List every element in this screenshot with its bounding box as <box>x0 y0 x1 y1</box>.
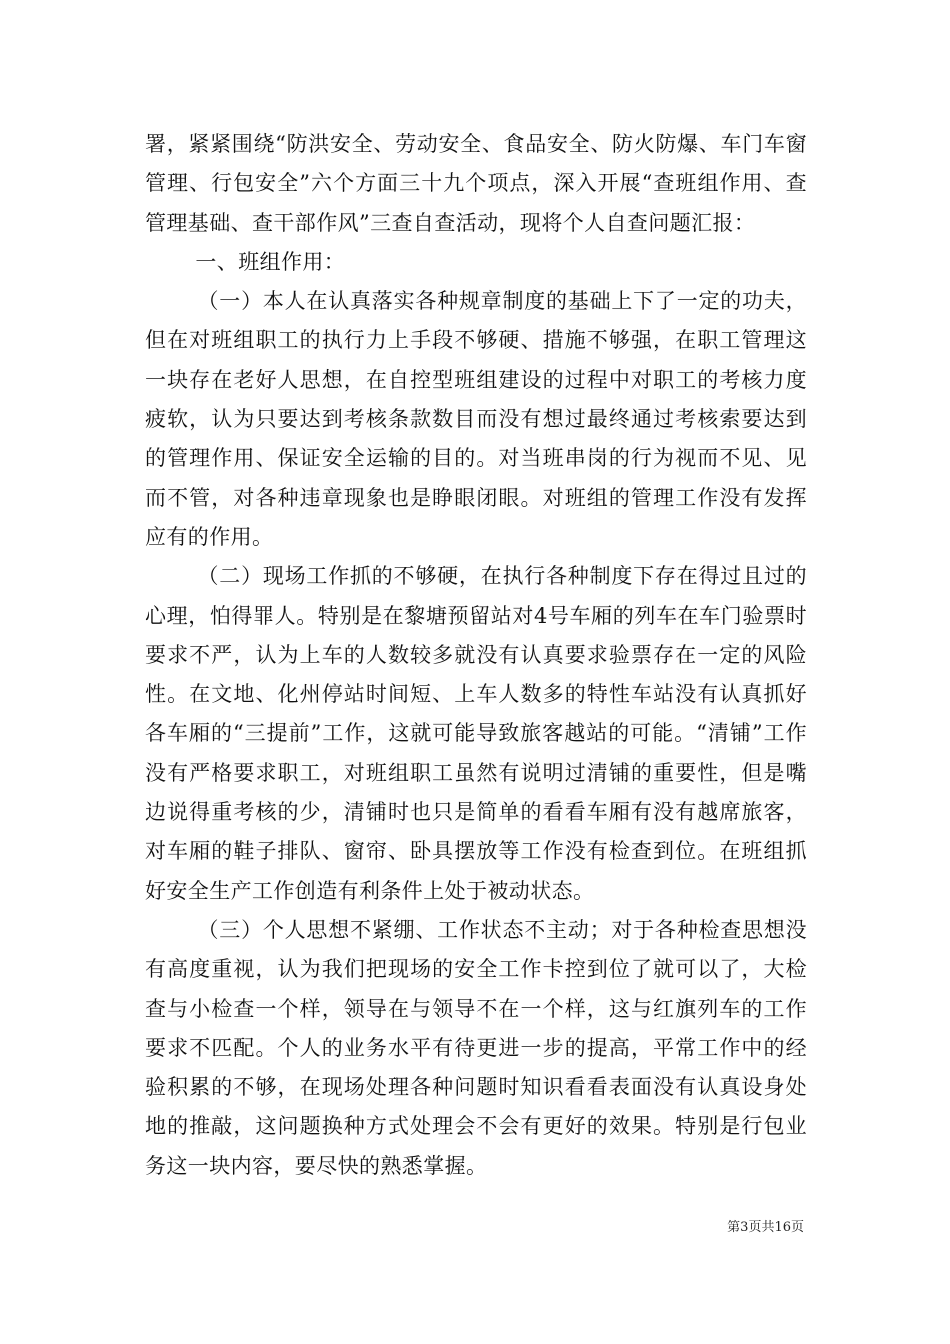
paragraph-continuation: 署，紧紧围绕“防洪安全、劳动安全、食品安全、防火防爆、车门车窗管理、行包安全”六个方面三十九个项点，深入开展“查班组作用、查管理基础、查干部作风”三查自查活动，现将个人自查问题汇报： <box>145 132 807 235</box>
section-heading-team-role: 一、班组作用： <box>195 249 346 274</box>
document-body <box>145 125 807 1186</box>
paragraph-item-1: （一）本人在认真落实各种规章制度的基础上下了一定的功夫，但在对班组职工的执行力上手段不够硬、措施不够强，在职工管理这一块存在老好人思想，在自控型班组建设的过程中对职工的考核力度疲软，认为只要达到考核条款数目而没有想过最终通过考核索要达到的管理作用、保证安全运输的目的。对当班串岗的行为视而不见、见而不管，对各种违章现象也是睁眼闭眼。对班组的管理工作没有发挥应有的作用。 <box>145 289 807 549</box>
page-number-footer: 第3页共16页 <box>727 1220 804 1235</box>
paragraph-item-3: （三）个人思想不紧绷、工作状态不主动；对于各种检查思想没有高度重视，认为我们把现场的安全工作卡控到位了就可以了，大检查与小检查一个样，领导在与领导不在一个样，这与红旗列车的工作要求不匹配。个人的业务水平有待更进一步的提高，平常工作中的经验积累的不够，在现场处理各种问题时知识看看表面没有认真设身处地的推敲，这问题换种方式处理会不会有更好的效果。特别是行包业务这一块内容，要尽快的熟悉掌握。 <box>145 917 807 1178</box>
paragraph-item-2: （二）现场工作抓的不够硬，在执行各种制度下存在得过且过的心理，怕得罪人。特别是在黎塘预留站对4号车厢的列车在车门验票时要求不严，认为上车的人数较多就没有认真要求验票存在一定的风险性。在文地、化州停站时间短、上车人数多的特性车站没有认真抓好各车厢的“三提前”工作，这就可能导致旅客越站的可能。“清铺”工作没有严格要求职工，对班组职工虽然有说明过清铺的重要性，但是嘴边说得重考核的少，清铺时也只是简单的看看车厢有没有越席旅客，对车厢的鞋子排队、窗帘、卧具摆放等工作没有检查到位。在班组抓好安全生产工作创造有利条件上处于被动状态。 <box>145 564 807 903</box>
